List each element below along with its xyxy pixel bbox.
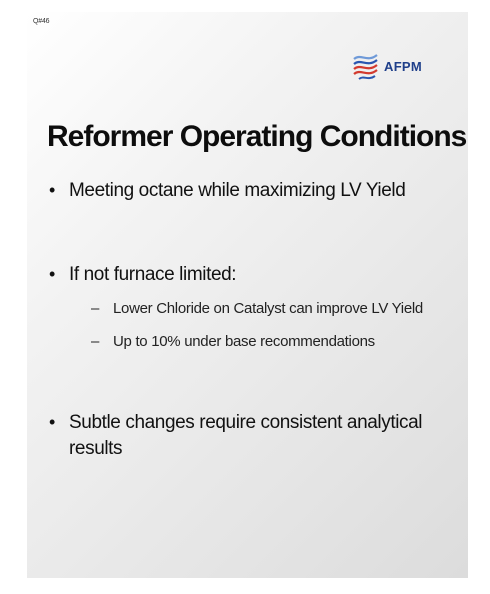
bullet-text: If not furnace limited: xyxy=(69,264,237,285)
bullet-item xyxy=(49,178,439,204)
bullet-marker: • xyxy=(49,180,55,200)
bullet-item xyxy=(49,262,439,288)
bullet-marker: • xyxy=(49,264,55,284)
logo-text: AFPM xyxy=(384,58,423,74)
sub-bullet-item xyxy=(91,300,423,317)
bullet-text: Subtle changes require consistent analytical results xyxy=(69,412,423,459)
sub-bullet-marker: – xyxy=(91,300,100,317)
slide-tag: Q#46 xyxy=(33,18,50,25)
sub-bullet-text: Lower Chloride on Catalyst can improve LV Yield xyxy=(113,300,423,317)
afpm-logo-icon xyxy=(351,49,381,83)
slide xyxy=(27,12,468,578)
bullet-text: Meeting octane while maximizing LV Yield xyxy=(69,180,406,201)
sub-bullet-text: Up to 10% under base recommendations xyxy=(113,333,375,350)
bullet-item xyxy=(49,410,439,461)
sub-bullet-marker: – xyxy=(91,333,100,350)
sub-bullet-item xyxy=(91,333,375,350)
bullet-marker: • xyxy=(49,412,55,432)
afpm-logo xyxy=(351,48,422,84)
slide-title: Reformer Operating Conditions xyxy=(47,120,467,153)
